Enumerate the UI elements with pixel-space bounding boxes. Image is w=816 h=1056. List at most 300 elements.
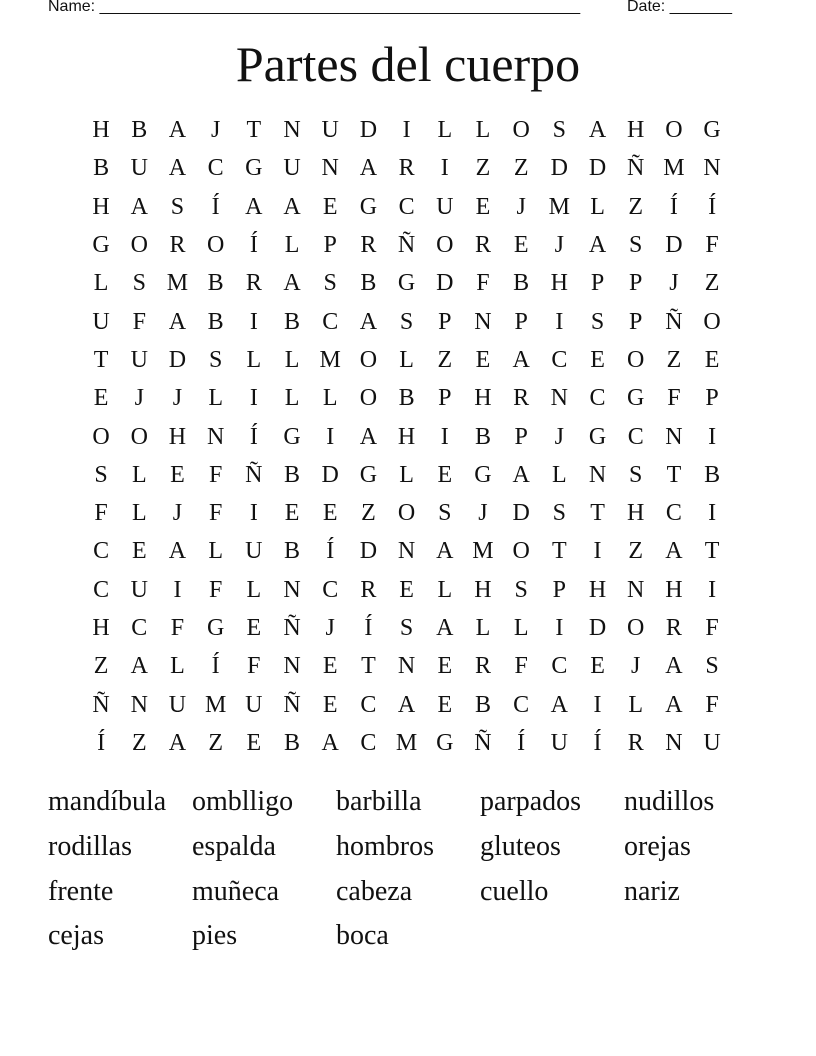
grid-letter[interactable]: G	[397, 270, 416, 297]
grid-letter[interactable]: F	[247, 653, 261, 680]
grid-letter[interactable]: S	[705, 653, 719, 680]
grid-letter[interactable]: A	[512, 346, 530, 373]
grid-row	[82, 149, 731, 187]
grid-letter[interactable]: F	[208, 500, 223, 527]
grid-letter[interactable]: I	[249, 500, 258, 527]
grid-letter[interactable]: Í	[708, 193, 717, 220]
grid-letter[interactable]: L	[437, 576, 453, 603]
grid-letter[interactable]: A	[245, 193, 263, 220]
grid-letter[interactable]: P	[705, 385, 719, 412]
grid-letter[interactable]: U	[168, 691, 187, 718]
grid-letter[interactable]: L	[131, 461, 147, 488]
grid-letter[interactable]: R	[398, 155, 415, 182]
grid-letter[interactable]: A	[168, 729, 187, 756]
grid-letter[interactable]: A	[359, 308, 378, 335]
grid-letter[interactable]: R	[245, 270, 262, 297]
grid-letter[interactable]: D	[512, 500, 530, 527]
grid-letter[interactable]: E	[475, 346, 491, 373]
grid-letter[interactable]: M	[395, 729, 418, 756]
grid-letter[interactable]: E	[399, 576, 414, 603]
grid-letter[interactable]: T	[93, 346, 109, 373]
grid-letter[interactable]: E	[513, 232, 529, 259]
grid-letter[interactable]: I	[440, 155, 449, 182]
grid-letter[interactable]: B	[474, 423, 491, 450]
grid-letter[interactable]: C	[398, 193, 415, 220]
grid-letter[interactable]: H	[474, 576, 492, 603]
grid-letter[interactable]: C	[589, 385, 606, 412]
grid-letter[interactable]: I	[555, 308, 564, 335]
grid-letter[interactable]: J	[669, 270, 679, 297]
grid-letter[interactable]: I	[249, 308, 258, 335]
grid-letter[interactable]: Í	[249, 423, 258, 450]
word-bank-item: cabeza	[336, 875, 413, 907]
grid-letter[interactable]: S	[94, 461, 108, 488]
grid-letter[interactable]: U	[92, 308, 110, 335]
grid-letter[interactable]: N	[665, 423, 683, 450]
grid-letter[interactable]: D	[168, 346, 187, 373]
grid-letter[interactable]: P	[438, 385, 452, 412]
grid-letter[interactable]: E	[246, 615, 262, 641]
grid-letter[interactable]: M	[663, 155, 685, 182]
grid-letter[interactable]: I	[402, 117, 411, 144]
grid-letter[interactable]: J	[172, 500, 183, 527]
grid-letter[interactable]: G	[703, 117, 721, 144]
grid-letter[interactable]: M	[548, 193, 571, 220]
grid-letter[interactable]: B	[207, 308, 224, 335]
grid-letter[interactable]: I	[593, 691, 602, 718]
grid-letter[interactable]: R	[627, 729, 644, 756]
grid-letter[interactable]: C	[665, 500, 682, 527]
grid-letter[interactable]: L	[437, 117, 453, 144]
grid-letter[interactable]: E	[170, 461, 185, 488]
grid-letter[interactable]: E	[322, 500, 338, 527]
grid-letter[interactable]: S	[208, 346, 223, 373]
grid-letter[interactable]: Z	[93, 653, 109, 680]
grid-letter[interactable]: N	[627, 576, 645, 603]
grid-letter[interactable]: I	[593, 538, 602, 565]
grid-letter[interactable]: L	[475, 615, 491, 641]
grid-letter[interactable]: E	[590, 653, 605, 680]
grid-letter[interactable]: Ñ	[627, 155, 645, 182]
grid-letter[interactable]: T	[246, 117, 262, 144]
grid-letter[interactable]: O	[130, 232, 148, 259]
grid-letter[interactable]: J	[172, 385, 183, 412]
grid-letter[interactable]: E	[131, 538, 147, 565]
grid-row	[82, 456, 731, 494]
grid-letter[interactable]: P	[629, 308, 643, 335]
grid-letter[interactable]: F	[705, 615, 719, 641]
grid-letter[interactable]: J	[516, 193, 526, 220]
grid-letter[interactable]: A	[588, 232, 607, 259]
grid-letter[interactable]: B	[704, 461, 721, 488]
grid-letter[interactable]: O	[627, 615, 645, 641]
grid-letter[interactable]: F	[208, 461, 223, 488]
grid-letter[interactable]: H	[588, 576, 607, 603]
grid-letter[interactable]: B	[131, 117, 148, 144]
grid-letter[interactable]: H	[168, 423, 187, 450]
grid-letter[interactable]: L	[208, 385, 223, 412]
grid-letter[interactable]: F	[476, 270, 490, 297]
grid-letter[interactable]: I	[249, 385, 258, 412]
grid-letter[interactable]: O	[703, 308, 721, 335]
grid-letter[interactable]: A	[168, 538, 187, 565]
grid-letter[interactable]: B	[207, 270, 224, 297]
grid-letter[interactable]: R	[360, 232, 377, 259]
grid-letter[interactable]: S	[629, 232, 643, 259]
grid-letter[interactable]: A	[665, 653, 683, 680]
grid-letter[interactable]: D	[321, 461, 339, 488]
grid-letter[interactable]: N	[474, 308, 492, 335]
grid-letter[interactable]: G	[92, 232, 110, 259]
grid-letter[interactable]: U	[321, 117, 339, 144]
grid-row	[82, 571, 731, 609]
grid-letter[interactable]: A	[130, 653, 148, 680]
grid-letter[interactable]: J	[478, 500, 488, 527]
grid-letter[interactable]: S	[399, 308, 414, 335]
grid-letter[interactable]: C	[93, 576, 110, 603]
grid-letter[interactable]: B	[284, 308, 301, 335]
grid-letter[interactable]: S	[399, 615, 414, 641]
grid-letter[interactable]: A	[665, 538, 683, 565]
grid-letter[interactable]: Ñ	[245, 461, 263, 488]
grid-letter[interactable]: H	[665, 576, 683, 603]
grid-letter[interactable]: L	[552, 461, 567, 488]
grid-letter[interactable]: L	[399, 346, 414, 373]
grid-letter[interactable]: N	[283, 653, 301, 680]
grid-letter[interactable]: R	[474, 653, 491, 680]
grid-letter[interactable]: Ñ	[283, 615, 301, 641]
grid-letter[interactable]: E	[437, 691, 453, 718]
grid-letter[interactable]: N	[283, 117, 301, 144]
grid-letter[interactable]: F	[208, 576, 223, 603]
grid-letter[interactable]: L	[513, 615, 529, 641]
grid-letter[interactable]: J	[210, 117, 221, 144]
grid-letter[interactable]: A	[588, 117, 607, 144]
grid-letter[interactable]: N	[206, 423, 225, 450]
name-field-label[interactable]: Name: ______________________________________________________	[48, 0, 581, 15]
grid-letter[interactable]: N	[588, 461, 607, 488]
grid-letter[interactable]: A	[665, 691, 683, 718]
grid-letter[interactable]: Ñ	[92, 691, 110, 718]
grid-letter[interactable]: D	[588, 615, 607, 641]
grid-letter[interactable]: F	[705, 691, 719, 718]
grid-letter[interactable]: A	[130, 193, 148, 220]
grid-letter[interactable]: Ñ	[397, 232, 416, 259]
grid-letter[interactable]: S	[323, 270, 337, 297]
grid-letter[interactable]: A	[359, 155, 378, 182]
grid-letter[interactable]: P	[438, 308, 452, 335]
grid-letter[interactable]: A	[283, 193, 301, 220]
grid-letter[interactable]: A	[168, 308, 187, 335]
grid-letter[interactable]: O	[206, 232, 225, 259]
grid-letter[interactable]: M	[472, 538, 494, 565]
grid-letter[interactable]: I	[555, 615, 564, 641]
grid-letter[interactable]: G	[206, 615, 225, 641]
grid-letter[interactable]: G	[359, 193, 378, 220]
grid-letter[interactable]: T	[590, 500, 605, 527]
grid-letter[interactable]: A	[550, 691, 569, 718]
grid-letter[interactable]: O	[665, 117, 683, 144]
grid-letter[interactable]: B	[513, 270, 530, 297]
grid-letter[interactable]: N	[397, 538, 416, 565]
grid-letter[interactable]: L	[131, 500, 147, 527]
grid-letter[interactable]: G	[588, 423, 607, 450]
grid-letter[interactable]: A	[283, 270, 301, 297]
grid-letter[interactable]: Z	[131, 729, 147, 756]
grid-letter[interactable]: F	[170, 615, 185, 641]
grid-letter[interactable]: C	[551, 346, 568, 373]
grid-letter[interactable]: H	[92, 615, 110, 641]
grid-letter[interactable]: P	[514, 308, 528, 335]
grid-letter[interactable]: H	[92, 193, 110, 220]
grid-letter[interactable]: C	[322, 576, 339, 603]
grid-letter[interactable]: C	[513, 691, 530, 718]
grid-letter[interactable]: U	[130, 346, 148, 373]
grid-letter[interactable]: A	[321, 729, 339, 756]
grid-letter[interactable]: L	[284, 385, 300, 412]
grid-letter[interactable]: M	[204, 691, 227, 718]
grid-letter[interactable]: U	[703, 729, 721, 756]
grid-letter[interactable]: A	[168, 117, 187, 144]
grid-letter[interactable]: F	[667, 385, 681, 412]
grid-letter[interactable]: S	[552, 117, 567, 144]
grid-letter[interactable]: A	[397, 691, 416, 718]
grid-letter[interactable]: G	[436, 729, 454, 756]
grid-letter[interactable]: L	[399, 461, 414, 488]
date-field-label[interactable]: Date: _______	[627, 0, 732, 15]
grid-letter[interactable]: A	[512, 461, 530, 488]
grid-letter[interactable]: E	[284, 500, 300, 527]
grid-letter[interactable]: G	[283, 423, 301, 450]
grid-letter[interactable]: O	[627, 346, 645, 373]
grid-letter[interactable]: C	[131, 615, 148, 641]
grid-letter[interactable]: A	[168, 155, 187, 182]
grid-letter[interactable]: Í	[326, 538, 335, 565]
grid-letter[interactable]: E	[246, 729, 262, 756]
grid-letter[interactable]: T	[666, 461, 682, 488]
grid-letter[interactable]: O	[397, 500, 416, 527]
grid-letter[interactable]: R	[169, 232, 186, 259]
grid-letter[interactable]: O	[130, 423, 148, 450]
grid-letter[interactable]: P	[629, 270, 643, 297]
grid-letter[interactable]: L	[590, 193, 605, 220]
grid-letter[interactable]: L	[322, 385, 338, 412]
grid-letter[interactable]: E	[437, 653, 453, 680]
grid-letter[interactable]: H	[397, 423, 416, 450]
grid-letter[interactable]: M	[319, 346, 341, 373]
grid-letter[interactable]: B	[284, 461, 301, 488]
grid-letter[interactable]: B	[93, 155, 110, 182]
grid-letter[interactable]: Z	[628, 193, 644, 220]
grid-letter[interactable]: B	[360, 270, 377, 297]
grid-letter[interactable]: B	[474, 691, 491, 718]
grid-letter[interactable]: U	[130, 155, 148, 182]
grid-letter[interactable]: L	[628, 691, 644, 718]
grid-letter[interactable]: E	[322, 691, 338, 718]
grid-letter[interactable]: N	[665, 729, 683, 756]
grid-letter[interactable]: C	[627, 423, 644, 450]
grid-letter[interactable]: U	[283, 155, 301, 182]
grid-letter[interactable]: J	[325, 615, 335, 641]
grid-letter[interactable]: Í	[249, 232, 258, 259]
grid-letter[interactable]: D	[665, 232, 683, 259]
grid-letter[interactable]: T	[704, 538, 720, 565]
grid-letter[interactable]: O	[512, 538, 530, 565]
grid-letter[interactable]: U	[550, 729, 569, 756]
grid-letter[interactable]: H	[627, 500, 645, 527]
grid-letter[interactable]: I	[326, 423, 335, 450]
grid-letter[interactable]: Ñ	[283, 691, 301, 718]
grid-letter[interactable]: U	[130, 576, 148, 603]
grid-letter[interactable]: D	[588, 155, 607, 182]
grid-letter[interactable]: H	[474, 385, 492, 412]
header	[48, 0, 748, 18]
grid-letter[interactable]: F	[514, 653, 528, 680]
grid-letter[interactable]: J	[554, 423, 565, 450]
grid-letter[interactable]: G	[627, 385, 645, 412]
grid-letter[interactable]: N	[130, 691, 148, 718]
grid-letter[interactable]: N	[283, 576, 301, 603]
grid-letter[interactable]: U	[436, 193, 454, 220]
grid-letter[interactable]: C	[207, 155, 224, 182]
grid-letter[interactable]: B	[398, 385, 415, 412]
word-bank-item: boca	[336, 920, 389, 952]
grid-letter[interactable]: S	[590, 308, 605, 335]
grid-letter[interactable]: M	[166, 270, 189, 297]
word-bank-item: muñeca	[192, 875, 280, 907]
grid-letter[interactable]: L	[93, 270, 109, 297]
grid-letter[interactable]: S	[438, 500, 452, 527]
grid-letter[interactable]: T	[361, 653, 376, 680]
grid-letter[interactable]: L	[246, 346, 262, 373]
grid-letter[interactable]: G	[474, 461, 492, 488]
grid-letter[interactable]: D	[359, 538, 378, 565]
grid-letter[interactable]: I	[440, 423, 449, 450]
grid-letter[interactable]: Z	[513, 155, 529, 182]
grid-letter[interactable]: L	[284, 232, 300, 259]
grid-letter[interactable]: F	[705, 232, 719, 259]
grid-letter[interactable]: O	[359, 385, 378, 412]
grid-letter[interactable]: B	[284, 729, 301, 756]
grid-letter[interactable]: L	[170, 653, 185, 680]
grid-letter[interactable]: O	[436, 232, 454, 259]
grid-letter[interactable]: A	[436, 615, 454, 641]
grid-letter[interactable]: R	[474, 232, 491, 259]
grid-letter[interactable]: Í	[669, 193, 678, 220]
grid-letter[interactable]: T	[552, 538, 567, 565]
grid-letter[interactable]: S	[132, 270, 146, 297]
grid-letter[interactable]: C	[360, 691, 377, 718]
grid-letter[interactable]: U	[245, 691, 263, 718]
grid-letter[interactable]: H	[627, 117, 645, 144]
grid-letter[interactable]: E	[322, 653, 338, 680]
grid-letter[interactable]: J	[554, 232, 565, 259]
grid-letter[interactable]: I	[708, 576, 717, 603]
grid-letter[interactable]: Z	[437, 346, 453, 373]
grid-letter[interactable]: F	[132, 308, 146, 335]
grid-letter[interactable]: L	[208, 538, 223, 565]
grid-letter[interactable]: S	[629, 461, 643, 488]
grid-letter[interactable]: G	[245, 155, 263, 182]
grid-letter[interactable]: I	[708, 423, 717, 450]
grid-letter[interactable]: S	[552, 500, 567, 527]
grid-letter[interactable]: A	[359, 423, 378, 450]
grid-letter[interactable]: H	[92, 117, 110, 144]
grid-letter[interactable]: S	[170, 193, 185, 220]
word-bank-item: parpados	[480, 786, 582, 818]
grid-letter[interactable]: L	[284, 346, 300, 373]
grid-letter[interactable]: Z	[208, 729, 223, 756]
grid-letter[interactable]: E	[590, 346, 605, 373]
grid-letter[interactable]: P	[552, 576, 567, 603]
grid-letter[interactable]: D	[359, 117, 378, 144]
grid-letter[interactable]: N	[550, 385, 569, 412]
grid-letter[interactable]: H	[550, 270, 569, 297]
grid-letter[interactable]: B	[284, 538, 301, 565]
grid-letter[interactable]: D	[436, 270, 454, 297]
grid-letter[interactable]: S	[514, 576, 528, 603]
grid-letter[interactable]: Ñ	[665, 308, 683, 335]
grid-letter[interactable]: O	[512, 117, 530, 144]
grid-letter[interactable]: E	[322, 193, 338, 220]
grid-letter[interactable]: P	[514, 423, 528, 450]
grid-letter[interactable]: C	[551, 653, 568, 680]
grid-letter[interactable]: O	[92, 423, 110, 450]
grid-letter[interactable]: I	[708, 500, 717, 527]
grid-letter[interactable]: L	[475, 117, 491, 144]
grid-letter[interactable]: Z	[361, 500, 376, 527]
grid-letter[interactable]: R	[360, 576, 377, 603]
grid-letter[interactable]: Ñ	[474, 729, 492, 756]
grid-letter[interactable]: N	[703, 155, 721, 182]
grid-letter[interactable]: U	[245, 538, 263, 565]
grid-letter[interactable]: Z	[704, 270, 720, 297]
grid-letter[interactable]: E	[704, 346, 720, 373]
grid-letter[interactable]: Í	[211, 653, 220, 680]
grid-letter[interactable]: I	[173, 576, 182, 603]
grid-letter[interactable]: Z	[475, 155, 491, 182]
grid-letter[interactable]: E	[93, 385, 109, 412]
grid-letter[interactable]: J	[134, 385, 144, 412]
grid-letter[interactable]: C	[93, 538, 110, 565]
grid-letter[interactable]: Í	[364, 615, 373, 641]
grid-letter[interactable]: Í	[97, 729, 106, 756]
grid-letter[interactable]: G	[359, 461, 378, 488]
grid-letter[interactable]: Í	[211, 193, 220, 220]
grid-letter[interactable]: P	[323, 232, 337, 259]
grid-letter[interactable]: Í	[517, 729, 526, 756]
grid-letter[interactable]: E	[475, 193, 491, 220]
grid-letter[interactable]: Z	[666, 346, 682, 373]
grid-letter[interactable]: J	[631, 653, 641, 680]
grid-letter[interactable]: Z	[628, 538, 644, 565]
grid-letter[interactable]: C	[360, 729, 377, 756]
grid-letter[interactable]: F	[94, 500, 108, 527]
grid-letter[interactable]: P	[590, 270, 605, 297]
grid-letter[interactable]: A	[436, 538, 454, 565]
grid-letter[interactable]: Í	[593, 729, 602, 756]
grid-letter[interactable]: O	[359, 346, 378, 373]
grid-letter[interactable]: C	[322, 308, 339, 335]
grid-letter[interactable]: R	[513, 385, 530, 412]
grid-letter[interactable]: R	[665, 615, 682, 641]
grid-letter[interactable]: N	[321, 155, 339, 182]
grid-letter[interactable]: D	[550, 155, 569, 182]
grid-letter[interactable]: E	[437, 461, 453, 488]
grid-letter[interactable]: L	[246, 576, 262, 603]
word-bank-item: omblligo	[192, 786, 294, 818]
grid-letter[interactable]: N	[397, 653, 416, 680]
